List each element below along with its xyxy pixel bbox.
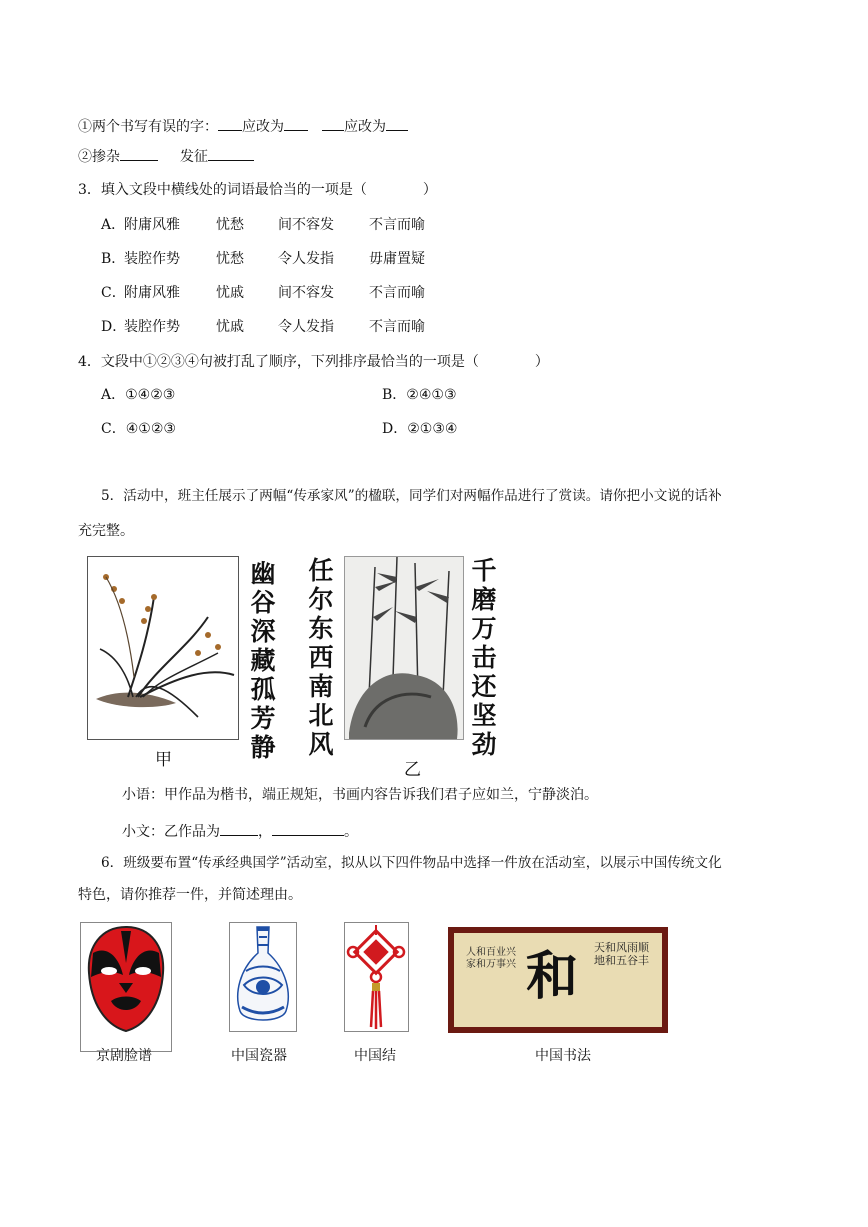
option-word: 不言而喻: [369, 217, 425, 233]
q2-line2: ②掺杂 发征: [78, 146, 254, 166]
q4-option-d[interactable]: D．②①③④: [382, 421, 458, 437]
option-word: 附庸风雅: [124, 217, 180, 233]
option-word: 忧愁: [216, 217, 244, 233]
q4-option-c[interactable]: C．④①②③: [101, 421, 176, 437]
couplet-yi-right: 千磨万击还坚劲: [471, 556, 497, 759]
option-word: 忧戚: [216, 319, 244, 335]
option-label: D．: [101, 319, 127, 335]
q5-stem-line2: 充完整。: [78, 523, 134, 539]
couplet-yi-left: 任尔东西南北风: [308, 556, 334, 759]
q2-line1-text-a: ①两个书写有误的字：: [78, 119, 218, 135]
q2-line1-text-b: 应改为: [242, 119, 284, 135]
xiaowen-line: 小文：乙作品为 ， 。: [122, 821, 358, 841]
answer-blank[interactable]: [386, 116, 408, 131]
q2-line1-text-c: 应改为: [344, 119, 386, 135]
option-word: 装腔作势: [124, 251, 180, 267]
option-word: 毋庸置疑: [369, 251, 425, 267]
calligraphy-main-char: 和: [526, 946, 579, 1007]
option-word: 令人发指: [278, 251, 334, 267]
q2-line1: [78, 116, 408, 136]
option-word: 忧戚: [216, 285, 244, 301]
q4-option-b[interactable]: B．②④①③: [382, 387, 457, 403]
q4-stem: 4．文段中①②③④句被打乱了顺序，下列排序最恰当的一项是（ ）: [78, 354, 549, 370]
porcelain-vase-icon: [230, 923, 296, 1031]
bamboo-rock-painting: [344, 556, 464, 740]
answer-blank[interactable]: [272, 821, 344, 836]
option-label: B．: [101, 251, 126, 267]
calligraphy-side-left: 人和百业兴 家和万事兴: [466, 947, 516, 970]
caption-opera-mask: 京剧脸谱: [96, 1048, 152, 1064]
option-word: 间不容发: [278, 285, 334, 301]
orchid-painting: [87, 556, 239, 740]
chinese-knot-icon: [345, 923, 408, 1031]
q2-word-b: 发征: [180, 149, 208, 165]
calligraphy-side-right: 天和风雨顺 地和五谷丰: [594, 941, 649, 967]
caption-chinese-knot: 中国结: [354, 1048, 396, 1064]
q3-option-d[interactable]: [0, 318, 600, 336]
option-word: 附庸风雅: [124, 285, 180, 301]
answer-blank[interactable]: [208, 146, 254, 161]
q4-option-a[interactable]: A．①④②③: [101, 387, 176, 403]
answer-blank[interactable]: [120, 146, 158, 161]
answer-blank[interactable]: [218, 116, 242, 131]
couplet-jia: 幽谷深藏孤芳静: [250, 559, 276, 762]
q2-word-a: 掺杂: [92, 149, 120, 165]
calligraphy-image: [448, 927, 668, 1033]
caption-jia: 甲: [155, 750, 172, 770]
option-label: C．: [101, 285, 126, 301]
opera-mask-icon: [81, 923, 171, 1051]
caption-calligraphy: 中国书法: [535, 1048, 591, 1064]
q3-option-b[interactable]: [0, 250, 600, 268]
answer-blank[interactable]: [284, 116, 308, 131]
option-word: 忧愁: [216, 251, 244, 267]
q3-stem: 3．填入文段中横线处的词语最恰当的一项是（ ）: [78, 182, 437, 198]
option-word: 不言而喻: [369, 319, 425, 335]
option-word: 间不容发: [278, 217, 334, 233]
opera-mask-image: [80, 922, 172, 1052]
answer-blank[interactable]: [220, 821, 258, 836]
orchid-icon: [88, 557, 238, 739]
porcelain-image: [229, 922, 297, 1032]
q3-option-a[interactable]: [0, 216, 600, 234]
bamboo-rock-icon: [345, 557, 463, 739]
q6-stem-line1: 6．班级要布置“传承经典国学”活动室，拟从以下四件物品中选择一件放在活动室，以展示中国传统文化: [101, 855, 722, 871]
chinese-knot-image: [344, 922, 409, 1032]
caption-yi: 乙: [404, 760, 421, 780]
caption-porcelain: 中国瓷器: [231, 1048, 287, 1064]
option-word: 令人发指: [278, 319, 334, 335]
q3-option-c[interactable]: [0, 284, 600, 302]
xiaoyu-line: 小语：甲作品为楷书，端正规矩，书画内容告诉我们君子应如兰，宁静淡泊。: [122, 787, 598, 803]
option-word: 不言而喻: [369, 285, 425, 301]
option-word: 装腔作势: [124, 319, 180, 335]
q5-stem-line1: 5．活动中，班主任展示了两幅“传承家风”的楹联，同学们对两幅作品进行了赏读。请你把小文说的话补: [101, 488, 722, 504]
option-label: A．: [101, 217, 126, 233]
answer-blank[interactable]: [322, 116, 344, 131]
q6-stem-line2: 特色，请你推荐一件，并简述理由。: [78, 887, 302, 903]
